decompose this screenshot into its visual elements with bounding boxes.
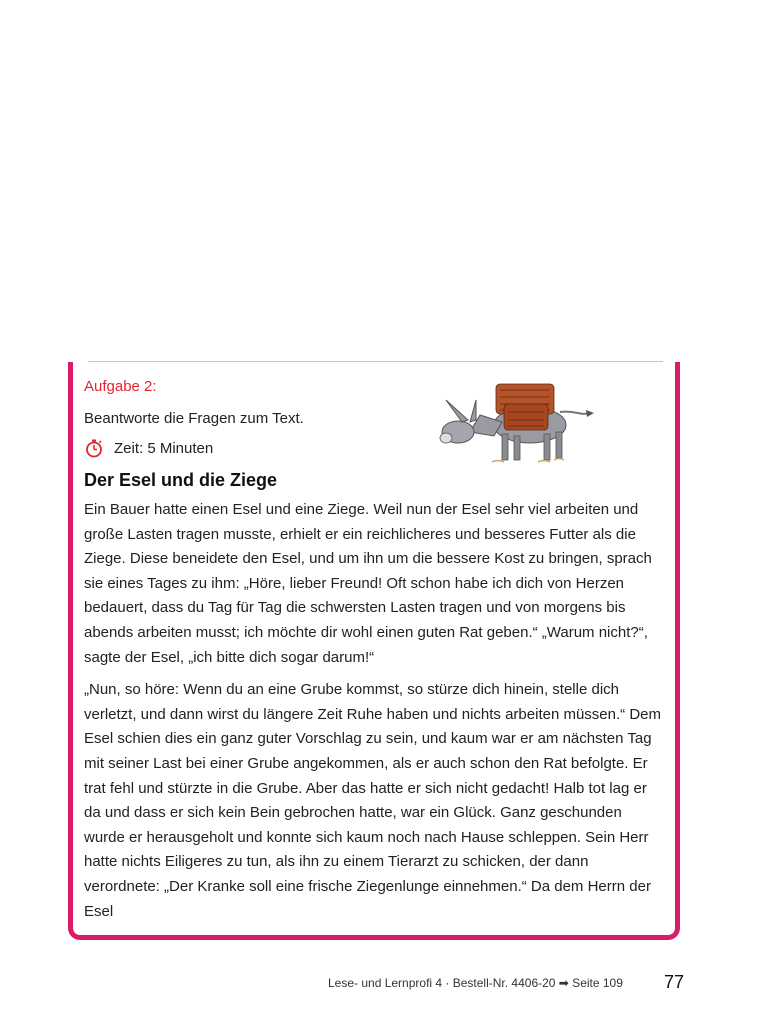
stopwatch-icon xyxy=(84,438,104,458)
time-label: Zeit: 5 Minuten xyxy=(114,439,214,457)
story-text xyxy=(84,498,664,932)
donkey-with-wood-illustration xyxy=(410,370,600,470)
task-label: Aufgabe 2: xyxy=(84,378,157,395)
story-title: Der Esel und die Ziege xyxy=(84,470,278,490)
page-number: 77 xyxy=(664,972,685,992)
story-paragraph: Ein Bauer hatte einen Esel und eine Ziege. Weil nun der Esel sehr viel arbeiten und große Lasten tragen musste, erhielt er ein reichlicheres und besseres Futter als die Ziege. Diese beneidete den Esel, und um ihn um die bessere Kost zu bringen, sprach sie eines Tages zu ihm: „Höre, lieber Freund! Oft schon habe ich dich von Herzen bedauert, dass du Tag für Tag die schwersten Lasten tragen und von morgens bis abends arbeiten musst; ich möchte dir wohl einen guten Rat geben.“ „Warum nicht?“, sagte der Esel, „ich bitte dich sogar darum!“ xyxy=(84,501,652,666)
time-row xyxy=(84,438,213,458)
task-instruction: Beantworte die Fragen zum Text. xyxy=(84,410,304,427)
footer-reference: Lese- und Lernprofi 4 · Bestell-Nr. 4406-20 ➡ Seite 109 xyxy=(328,976,623,990)
story-paragraph: „Nun, so höre: Wenn du an eine Grube kommst, so stürze dich hinein, stelle dich verletzt, und dann wirst du längere Zeit Ruhe haben und nichts arbeiten müssen.“ Dem Esel schien dies ein ganz guter Vorschlag zu sein, und kaum war er am nächsten Tag mit seiner Last bei einer Grube angekommen, als er auch schon den Rat befolgte. Er trat fehl und stürzte in die Grube. Aber das hatte er sich nicht gedacht! Halb tot lag er da und dass er sich kein Bein gebrochen hatte, war ein Glück. Ganz geschunden wurde er herausgeholt und konnte sich kaum noch nach Hause schleppen. Sein Herr hatte nichts Eiligeres zu tun, als ihn zu einem Tierarzt zu schicken, der dann verordnete: „Der Kranke soll eine frische Ziegenlunge einnehmen.“ Da dem Herrn der Esel xyxy=(84,681,661,920)
